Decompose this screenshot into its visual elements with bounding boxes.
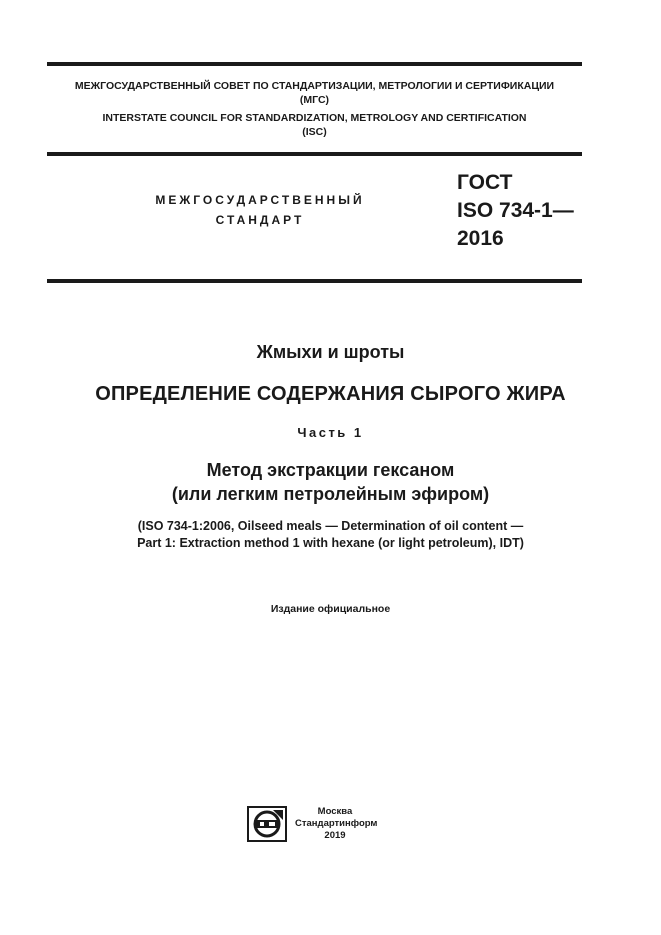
standard-type	[100, 190, 420, 230]
publisher-city: Москва	[317, 806, 353, 817]
title-method-line1: Метод экстракции гексаном	[206, 460, 455, 480]
council-russian	[47, 79, 582, 107]
gost-line2: ISO 734-1—	[457, 199, 574, 222]
iso-reference-line2: Part 1: Extraction method 1 with hexane (or light petroleum), IDT)	[137, 536, 524, 550]
edition-label: Издание официальное	[270, 603, 391, 615]
standartinform-logo-icon	[247, 806, 287, 842]
publisher-name: Стандартинформ	[295, 818, 378, 829]
council-ru-name: МЕЖГОСУДАРСТВЕННЫЙ СОВЕТ ПО СТАНДАРТИЗАЦИИ, МЕТРОЛОГИИ И СЕРТИФИКАЦИИ	[74, 80, 555, 92]
title-main: ОПРЕДЕЛЕНИЕ СОДЕРЖАНИЯ СЫРОГО ЖИРА	[95, 383, 566, 405]
publisher-block	[295, 806, 378, 842]
council-en-name: INTERSTATE COUNCIL FOR STANDARDIZATION, METROLOGY AND CERTIFICATION	[102, 112, 527, 124]
gost-line3: 2016	[457, 227, 504, 250]
title-method-line2: (или легким петролейным эфиром)	[171, 484, 490, 504]
gost-designation	[457, 169, 574, 253]
iso-reference-line1: (ISO 734-1:2006, Oilseed meals — Determination of oil content —	[137, 519, 524, 533]
title-part: Часть 1	[297, 425, 364, 440]
council-ru-abbr: (МГС)	[299, 94, 330, 106]
council-english	[47, 111, 582, 139]
header-rule	[47, 152, 582, 156]
standard-type-line2: СТАНДАРТ	[215, 213, 305, 227]
publisher-year: 2019	[324, 830, 346, 841]
council-en-abbr: (ISC)	[302, 126, 327, 138]
top-rule	[47, 62, 582, 66]
designation-rule	[47, 279, 582, 283]
standard-type-line1: МЕЖГОСУДАРСТВЕННЫЙ	[155, 193, 365, 207]
title-subject: Жмыхи и шроты	[256, 342, 405, 362]
gost-line1: ГОСТ	[457, 171, 513, 194]
